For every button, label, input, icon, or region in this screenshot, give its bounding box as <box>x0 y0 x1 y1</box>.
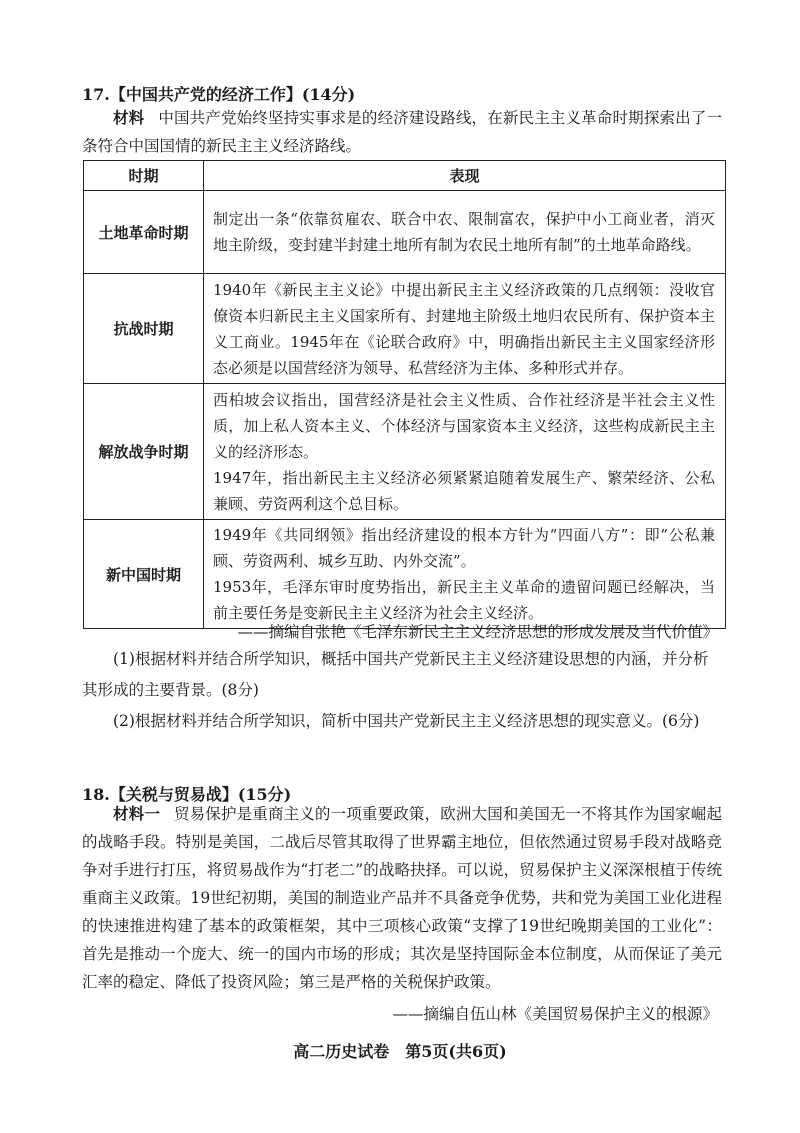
table-row <box>84 384 726 520</box>
q17-subquestion-1: (1)根据材料并结合所学知识，概括中国共产党新民主主义经济建设思想的内涵，并分析其形成的主要背景。(8分) <box>82 650 709 699</box>
q18-source: ——摘编自伍山林《美国贸易保护主义的根源》 <box>392 1005 718 1023</box>
row-period: 解放战争时期 <box>84 384 204 520</box>
q18-material-label: 材料一 <box>113 804 160 823</box>
q18-material <box>82 800 722 996</box>
q17-material-text: 中国共产党始终坚持实事求是的经济建设路线，在新民主主义革命时期探索出了一条符合中国国情的新民主主义经济路线。 <box>82 109 722 155</box>
q17-table <box>83 160 726 629</box>
page-footer: 高二历史试卷 第5页(共6页) <box>293 1042 507 1061</box>
row-desc <box>204 384 726 520</box>
table-row <box>84 520 726 629</box>
row-desc-para: 1947年，指出新民主主义经济必须紧紧追随着发展生产、繁荣经济、公私兼顾、劳资两利这个总目标。 <box>213 468 715 513</box>
q17-title: 17.【中国共产党的经济工作】(14分) <box>82 85 356 104</box>
q17-subquestion-2: (2)根据材料并结合所学知识，简析中国共产党新民主主义经济思想的现实意义。(6分) <box>113 712 700 730</box>
header-performance: 表现 <box>204 161 726 191</box>
q18-title: 18.【关税与贸易战】(15分) <box>82 785 292 804</box>
row-desc <box>204 520 726 629</box>
row-period: 新中国时期 <box>84 520 204 629</box>
row-period: 土地革命时期 <box>84 191 204 274</box>
q17-material <box>82 104 722 160</box>
row-desc-para: 制定出一条“依靠贫雇农、联合中农、限制富农，保护中小工商业者，消灭地主阶级，变封建半封建土地所有制为农民土地所有制”的土地革命路线。 <box>213 210 715 254</box>
q18-material-text: 贸易保护是重商主义的一项重要政策，欧洲大国和美国无一不将其作为国家崛起的战略手段。特别是美国，二战后尽管其取得了世界霸主地位，但依然通过贸易手段对战略竞争对手进行打压，将贸易战作为“打老二”的战略抉择。可以说，贸易保护主义深深根植于传统重商主义政策。19世纪初期，美国的制造业产品并不具备竞争优势，共和党为美国工业化进程的快速推进构建了基本的政策框架，其中三项核心政策“支撑了19世纪晚期美国的工业化”：首先是推动一个庞大、统一的国内市场的形成；其次是坚持国际金本位制度，从而保证了美元汇率的稳定、降低了投资风险；第三是严格的关税保护政策。 <box>82 805 722 991</box>
row-desc <box>204 274 726 384</box>
table-row <box>84 274 726 384</box>
row-desc-para: 西柏坡会议指出，国营经济是社会主义性质、合作社经济是半社会主义性质，加上私人资本主义、个体经济与国家资本主义经济，这些构成新民主主义的经济形态。 <box>213 390 715 461</box>
row-desc-para: 1949年《共同纲领》指出经济建设的根本方针为“四面八方”：即“公私兼顾、劳资两利、城乡互助、内外交流”。 <box>213 526 715 570</box>
table-header-row <box>84 161 726 191</box>
row-desc <box>204 191 726 274</box>
row-desc-para: 1953年，毛泽东审时度势指出，新民主主义革命的遗留问题已经解决，当前主要任务是变新民主主义经济为社会主义经济。 <box>213 578 715 622</box>
row-period: 抗战时期 <box>84 274 204 384</box>
q17-material-label: 材料 <box>113 108 145 127</box>
row-desc-para: 1940年《新民主主义论》中提出新民主主义经济政策的几点纲领：没收官僚资本归新民主主义国家所有、封建地主阶级土地归农民所有、保护资本主义工商业。1945年在《论联合政府》中，明确指出新民主主义国家经济形态必须是以国营经济为领导、私营经济为主体、多种形式并存。 <box>213 280 715 377</box>
q17-source: ——摘编自张艳《毛泽东新民主主义经济思想的形成发展及当代价值》 <box>237 623 718 641</box>
table-row <box>84 191 726 274</box>
header-period: 时期 <box>84 161 204 191</box>
